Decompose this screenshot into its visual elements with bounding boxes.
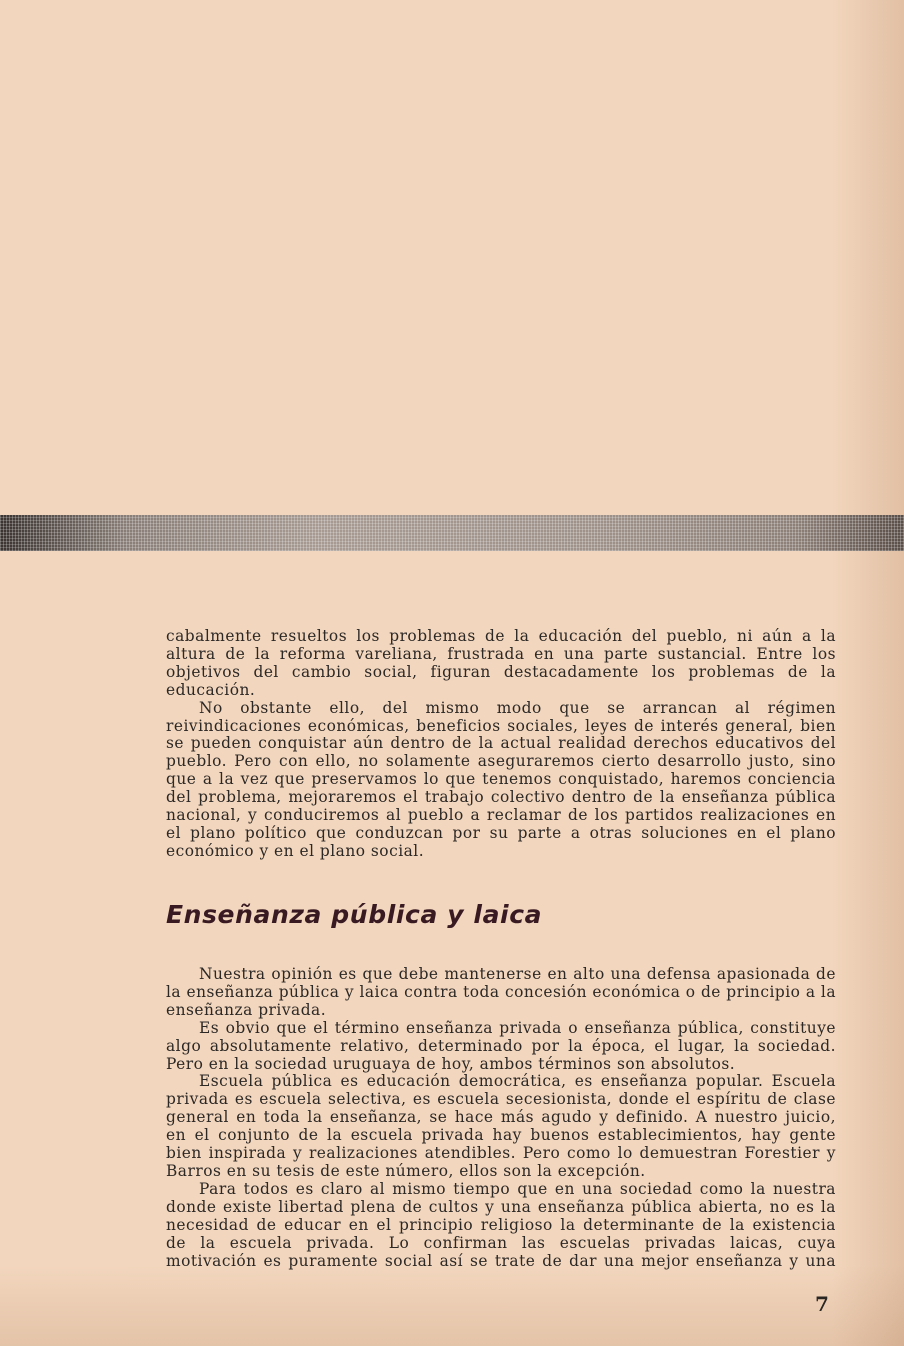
paragraph: Nuestra opinión es que debe mantenerse en alto una defensa apasionada de la enseñanza pública y laica contra toda concesión económica o de principio a la enseñanza privada. <box>166 965 836 1019</box>
paragraph: Escuela pública es educación democrática, es enseñanza popular. Escuela privada es escuela selectiva, es escuela secesionista, donde el espíritu de clase general en toda la enseñanza, se hace más agudo y definido. A nuestro juicio, en el conjunto de la escuela privada hay buenos establecimientos, hay gente bien inspirada y realizaciones atendibles. Pero como lo demuestran Forestier y Barros en su tesis de este número, ellos son la excepción. <box>166 1072 836 1180</box>
halftone-band <box>0 515 904 551</box>
paragraph: No obstante ello, del mismo modo que se arrancan al régimen reivindicaciones económicas, beneficios sociales, leyes de interés general, bien se pueden conquistar aún dentro de la actual realidad derechos educativos del pueblo. Pero con ello, no solamente aseguraremos cierto desarrollo justo, sino que a la vez que preservamos lo que tenemos conquistado, haremos conciencia del problema, mejoraremos el trabajo colectivo dentro de la enseñanza pública nacional, y conduciremos al pueblo a reclamar de los partidos realizaciones en el plano político que conduzcan por su parte a otras soluciones en el plano económico y en el plano social. <box>166 698 836 860</box>
paragraph: Para todos es claro al mismo tiempo que en una sociedad como la nuestra donde existe libertad plena de cultos y una enseñanza pública abierta, no es la necesidad de educar en el principio religioso la determinante de la existencia de la escuela privada. Lo confirman las escuelas privadas laicas, cuya motivación es puramente social así se trate de dar una mejor enseñanza y una <box>166 1179 836 1270</box>
paragraph: Es obvio que el término enseñanza privada o enseñanza pública, constituye algo absolutamente relativo, determinado por la época, el lugar, la sociedad. Pero en la sociedad uruguaya de hoy, ambos términos son absolutos. <box>166 1018 836 1073</box>
paragraph: cabalmente resueltos los problemas de la educación del pueblo, ni aún a la altura de la reforma vareliana, frustrada en una parte sustancial. Entre los objetivos del cambio social, figuran destacadamente los problemas de la educación. <box>166 627 836 699</box>
text-block-intro <box>166 628 836 861</box>
page-number: 7 <box>815 1292 829 1316</box>
section-heading: Enseñanza pública y laica <box>166 900 543 929</box>
text-block-section <box>166 966 836 1270</box>
